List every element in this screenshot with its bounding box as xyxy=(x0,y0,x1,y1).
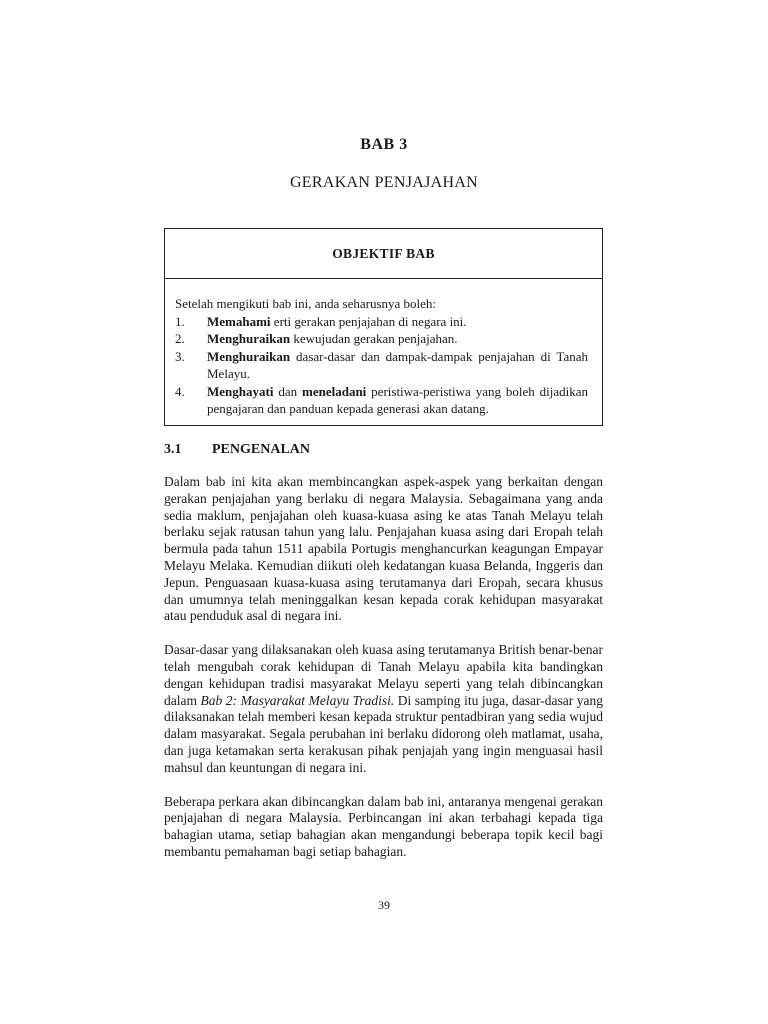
objective-keyword: Menghayati xyxy=(207,383,274,399)
objectives-list xyxy=(175,313,588,418)
objective-text xyxy=(207,313,588,331)
objective-text xyxy=(207,383,588,418)
objective-item xyxy=(175,330,588,348)
section-number: 3.1 xyxy=(164,442,182,457)
objective-keyword: Memahami xyxy=(207,313,271,329)
body-text xyxy=(164,474,603,878)
objective-rest: dasar-dasar dan dampak-dampak penjajahan di Tanah Melayu. xyxy=(207,348,588,381)
objective-connector: dan xyxy=(273,383,302,399)
page-number: 39 xyxy=(378,898,390,912)
chapter-title: GERAKAN PENJAJAHAN xyxy=(289,174,479,191)
chapter-reference: Bab 2: Masyarakat Melayu Tradisi. xyxy=(200,692,395,708)
objective-rest: peristiwa-peristiwa yang boleh dijadikan pengajaran dan panduan kepada generasi akan datang. xyxy=(207,383,588,416)
section-heading xyxy=(164,442,310,458)
paragraph-3: Beberapa perkara akan dibincangkan dalam bab ini, antaranya mengenai gerakan penjajahan di negara Malaysia. Perbincangan ini akan terbahagi kepada tiga bahagian utama, setiap bahagian akan mengandungi beberapa topik kecil bagi membantu pemahaman bagi setiap bahagian. xyxy=(164,793,603,859)
objective-text xyxy=(207,348,588,383)
objectives-heading: OBJEKTIF BAB xyxy=(165,229,602,279)
objective-number: 4. xyxy=(175,383,185,399)
objective-number: 1. xyxy=(175,313,185,329)
paragraph-2-start: Dasar-dasar yang dilaksanakan oleh kuasa asing terutamanya British benar-benar telah mengubah corak kehidupan di Tanah Melayu apabila kita bandingkan dengan kehidupan tradisi masyarakat Melayu seperti yang telah dibincangkan dalam xyxy=(164,642,603,708)
objective-keyword-2: meneladani xyxy=(302,383,367,399)
objective-item xyxy=(175,348,588,383)
objective-keyword: Menghuraikan xyxy=(207,331,291,346)
objective-number: 2. xyxy=(175,331,185,346)
objectives-intro: Setelah mengikuti bab ini, anda seharusnya boleh: xyxy=(175,296,437,311)
objective-item xyxy=(175,383,588,418)
paragraph-2 xyxy=(164,642,603,776)
objectives-box xyxy=(164,228,603,426)
objective-keyword: Menghuraikan xyxy=(207,348,291,364)
objective-item xyxy=(175,313,588,331)
objective-rest: erti gerakan penjajahan di negara ini. xyxy=(270,313,467,329)
objective-number: 3. xyxy=(175,348,185,364)
objectives-body xyxy=(165,279,602,418)
objective-text xyxy=(207,330,588,348)
chapter-number: BAB 3 xyxy=(360,136,408,153)
objective-rest: kewujudan gerakan penjajahan. xyxy=(290,331,458,346)
section-title: PENGENALAN xyxy=(212,442,311,457)
paragraph-2-end: Di samping itu juga, dasar-dasar yang dilaksanakan telah memberi kesan kepada struktur pentadbiran yang sedia wujud dalam masyarakat. Segala perubahan ini berlaku didorong oleh matlamat, usaha, dan juga ketamakan serta kerakusan pihak penjajah yang ingin menguasai hasil mahsul dan keuntungan di negara ini. xyxy=(164,692,603,775)
paragraph-1: Dalam bab ini kita akan membincangkan aspek-aspek yang berkaitan dengan gerakan penjajahan yang berlaku di negara Malaysia. Sebagaimana yang anda sedia maklum, penjajahan oleh kuasa-kuasa asing ke atas Tanah Melayu telah berlaku sejak ratusan tahun yang lalu. Penjajahan kuasa asing dari Eropah telah bermula pada tahun 1511 apabila Portugis menghancurkan keagungan Empayar Melayu Melaka. Kemudian diikuti oleh kedatangan kuasa Belanda, Inggeris dan Jepun. Penguasaan kuasa-kuasa asing terutamanya dari Eropah, secara khusus dan umumnya telah meninggalkan kesan kepada corak kehidupan masyarakat atau penduduk asal di negara ini. xyxy=(164,474,603,624)
